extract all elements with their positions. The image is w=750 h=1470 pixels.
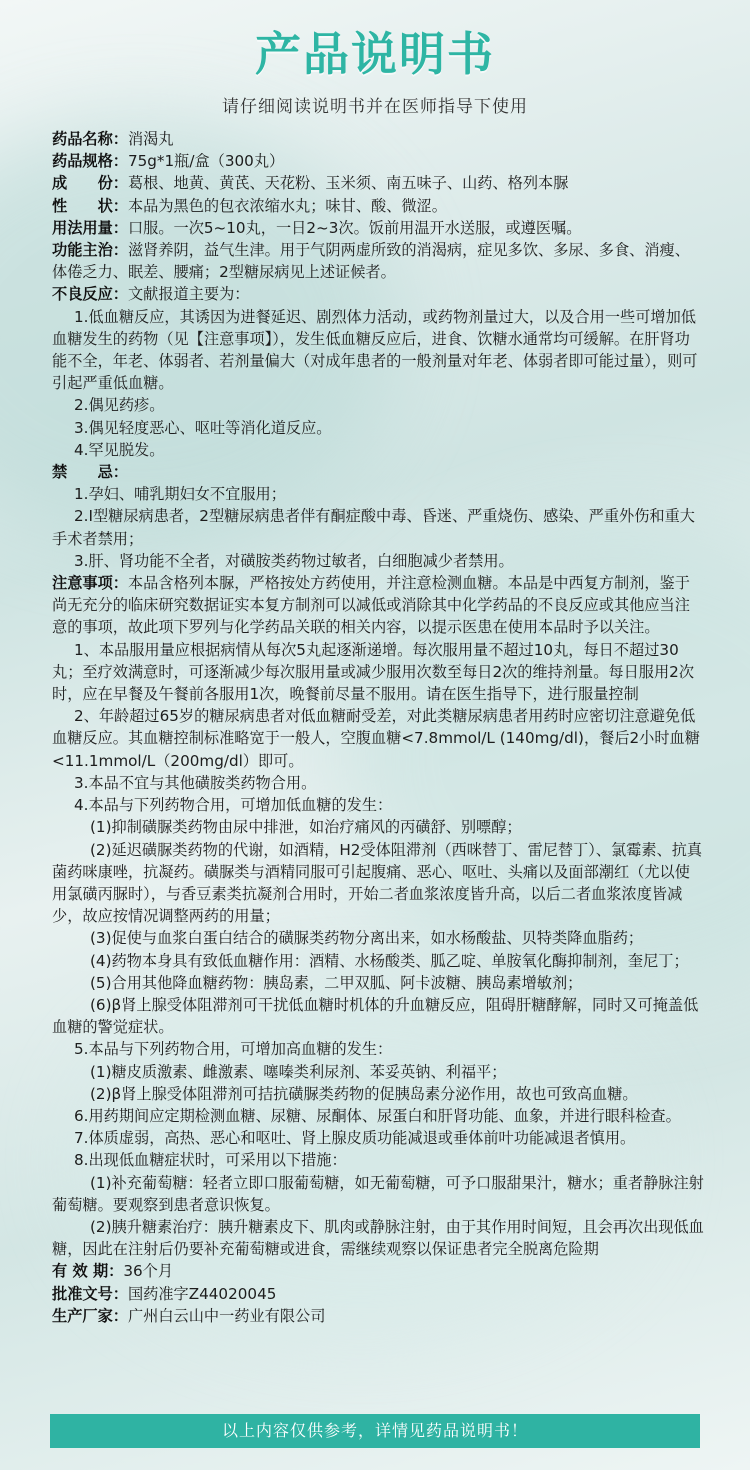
- field-label: 注意事项：: [52, 574, 128, 593]
- field-spec: [52, 150, 704, 172]
- list-item: 7.体质虚弱，高热、恶心和呕吐、肾上腺皮质功能减退或垂体前叶功能减退者慎用。: [74, 1129, 636, 1148]
- list-item: 4.本品与下列药物合用，可增加低血糖的发生：: [74, 796, 393, 815]
- sub-list-item: (2)延迟磺脲类药物的代谢，如酒精，H2受体阻滞剂（西咪替丁、雷尼替丁）、氯霉素、抗真菌药咪康唑，抗凝药。磺脲类与酒精同服可引起腹痛、恶心、呕吐、头痛以及面部潮红（尤以使用氯磺丙脲时），与香豆素类抗凝剂合用时，开始二者血浆浓度皆升高，以后二者血浆浓度皆减少，故应按情况调整两药的用量；: [52, 840, 703, 926]
- list-item: 1、本品服用量应根据病情从每次5丸起逐渐递增。每次服用量不超过10丸，每日不超过30丸；至疗效满意时，可逐渐减少每次服用量或减少服用次数至每日2次的维持剂量。每日服用2次时，应在早餐及午餐前各服用1次，晚餐前尽量不服用。请在医生指导下，进行服量控制: [52, 640, 695, 704]
- sub-list-item: (2)β肾上腺受体阻滞剂可拮抗磺脲类药物的促胰岛素分泌作用，故也可致高血糖。: [90, 1084, 638, 1103]
- field-label: 生产厂家：: [52, 1306, 128, 1325]
- field-name: [52, 128, 704, 150]
- list-item: 1.孕妇、哺乳期妇女不宜服用；: [74, 485, 286, 504]
- field-label: 药品名称：: [52, 130, 128, 148]
- page-title: 产品说明书: [255, 27, 495, 81]
- sub-list-item: (1)补充葡萄糖：轻者立即口服葡萄糖，如无葡萄糖，可予口服甜果汁，糖水；重者静脉注射葡萄糖。要观察到患者意识恢复。: [52, 1173, 704, 1214]
- field-value: 口服。一次5~10丸，一日2~3次。饭前用温开水送服，或遵医嘱。: [127, 218, 582, 237]
- list-item: 1.低血糖反应，其诱因为进餐延迟、剧烈体力活动，或药物剂量过大，以及合用一些可增加低血糖发生的药物（见【注意事项】），发生低血糖反应后，进食、饮糖水通常均可缓解。在肝肾功能不全，年老、体弱者、若剂量偏大（对成年患者的一般剂量对年老、体弱者即可能过量），则可引起严重低血糖。: [52, 307, 698, 393]
- sub-list-item: (5)合用其他降血糖药物：胰岛素，二甲双胍、阿卡波糖、胰岛素增敏剂；: [90, 973, 583, 992]
- list-item: 2.I型糖尿病患者，2型糖尿病患者伴有酮症酸中毒、昏迷、严重烧伤、感染、严重外伤和重大手术者禁用；: [52, 507, 695, 548]
- field-label: 性 状：: [52, 196, 128, 215]
- field-label: 药品规格：: [52, 152, 128, 171]
- disclaimer-banner: 以上内容仅供参考，详情见药品说明书！: [50, 1414, 700, 1448]
- list-item: 3.肝、肾功能不全者，对磺胺类药物过敏者，白细胞减少者禁用。: [74, 551, 514, 570]
- sub-list-item: (1)糖皮质激素、雌激素、噻嗪类利尿剂、苯妥英钠、利福平；: [90, 1062, 507, 1081]
- list-item: 3.偶见轻度恶心、呕吐等消化道反应。: [74, 418, 332, 437]
- field-label: 功能主治：: [52, 241, 128, 260]
- field-value: 文献报道主要为：: [127, 285, 250, 304]
- field-value: 滋肾养阴，益气生津。用于气阴两虚所致的消渴病，症见多饮、多尿、多食、消瘦、体倦乏力、眠差、腰痛；2型糖尿病见上述证候者。: [52, 241, 690, 282]
- sub-list-item: (2)胰升糖素治疗：胰升糖素皮下、肌肉或静脉注射，由于其作用时间短，且会再次出现低血糖，因此在注射后仍要补充葡萄糖或进食，需继续观察以保证患者完全脱离危险期: [52, 1217, 704, 1259]
- field-value: 本品为黑色的包衣浓缩水丸；味甘、酸、微涩。: [127, 196, 447, 215]
- field-value: 75g*1瓶/盒（300丸）: [127, 152, 285, 171]
- field-value: 国药准字Z44020045: [127, 1284, 277, 1303]
- field-usage: [52, 217, 704, 239]
- field-label: 批准文号：: [52, 1284, 128, 1303]
- sub-list-item: (4)药物本身具有致低血糖作用：酒精、水杨酸类、胍乙啶、单胺氧化酶抑制剂，奎尼丁；: [90, 951, 689, 970]
- list-item: 4.罕见脱发。: [74, 440, 165, 459]
- field-value: 广州白云山中一药业有限公司: [127, 1306, 326, 1325]
- field-label: 不良反应：: [52, 285, 128, 304]
- instructions-body: [52, 128, 704, 1327]
- field-properties: [52, 195, 704, 217]
- field-precautions: [52, 572, 704, 639]
- field-indications: [52, 239, 704, 283]
- list-item: 3.本品不宜与其他磺胺类药物合用。: [74, 773, 317, 792]
- sub-list-item: (1)抑制磺脲类药物由尿中排泄，如治疗痛风的丙磺舒、别嘌醇；: [90, 818, 522, 837]
- field-label: 成 份：: [52, 174, 128, 193]
- list-item: 6.用药期间应定期检测血糖、尿糖、尿酮体、尿蛋白和肝肾功能、血象，并进行眼科检查。: [74, 1106, 681, 1125]
- field-contraindications: [52, 461, 704, 483]
- field-ingredients: [52, 172, 704, 194]
- field-manufacturer: [52, 1305, 704, 1327]
- field-adverse: [52, 283, 704, 305]
- list-item: 2、年龄超过65岁的糖尿病患者对低血糖耐受差，对此类糖尿病患者用药时应密切注意避免低血糖反应。其血糖控制标准略宽于一般人，空腹血糖<7.8mmol/L (140mg/dl)，餐后2小时血糖<11.1mmol/L（200mg/dl）即可。: [52, 707, 700, 770]
- field-label: 用法用量：: [52, 218, 128, 237]
- page-subtitle: 请仔细阅读说明书并在医师指导下使用: [222, 97, 528, 117]
- sub-list-item: (6)β肾上腺受体阻滞剂可干扰低血糖时机体的升血糖反应，阻碍肝糖酵解，同时又可掩盖低血糖的警觉症状。: [52, 995, 699, 1037]
- list-item: 5.本品与下列药物合用，可增加高血糖的发生：: [74, 1040, 393, 1059]
- sub-list-item: (3)促使与血浆白蛋白结合的磺脲类药物分离出来，如水杨酸盐、贝特类降血脂药；: [90, 929, 644, 948]
- field-value: 本品含格列本脲，严格按处方药使用，并注意检测血糖。本品是中西复方制剂，鉴于尚无充分的临床研究数据证实本复方制剂可以减低或消除其中化学药品的不良反应或其他应当注意的事项，故此项下罗列与化学药品关联的相关内容，以提示医患在使用本品时予以关注。: [52, 574, 690, 637]
- field-value: 36个月: [123, 1262, 174, 1281]
- list-item: 8.出现低血糖症状时，可采用以下措施：: [74, 1151, 347, 1170]
- field-value: 消渴丸: [127, 130, 174, 148]
- field-label: 禁 忌：: [52, 463, 128, 482]
- field-value: 葛根、地黄、黄芪、天花粉、玉米须、南五味子、山药、格列本脲: [127, 174, 569, 193]
- field-approval: [52, 1283, 704, 1305]
- field-validity: [52, 1260, 704, 1282]
- field-label: 有 效 期：: [52, 1262, 124, 1281]
- list-item: 2.偶见药疹。: [74, 396, 165, 415]
